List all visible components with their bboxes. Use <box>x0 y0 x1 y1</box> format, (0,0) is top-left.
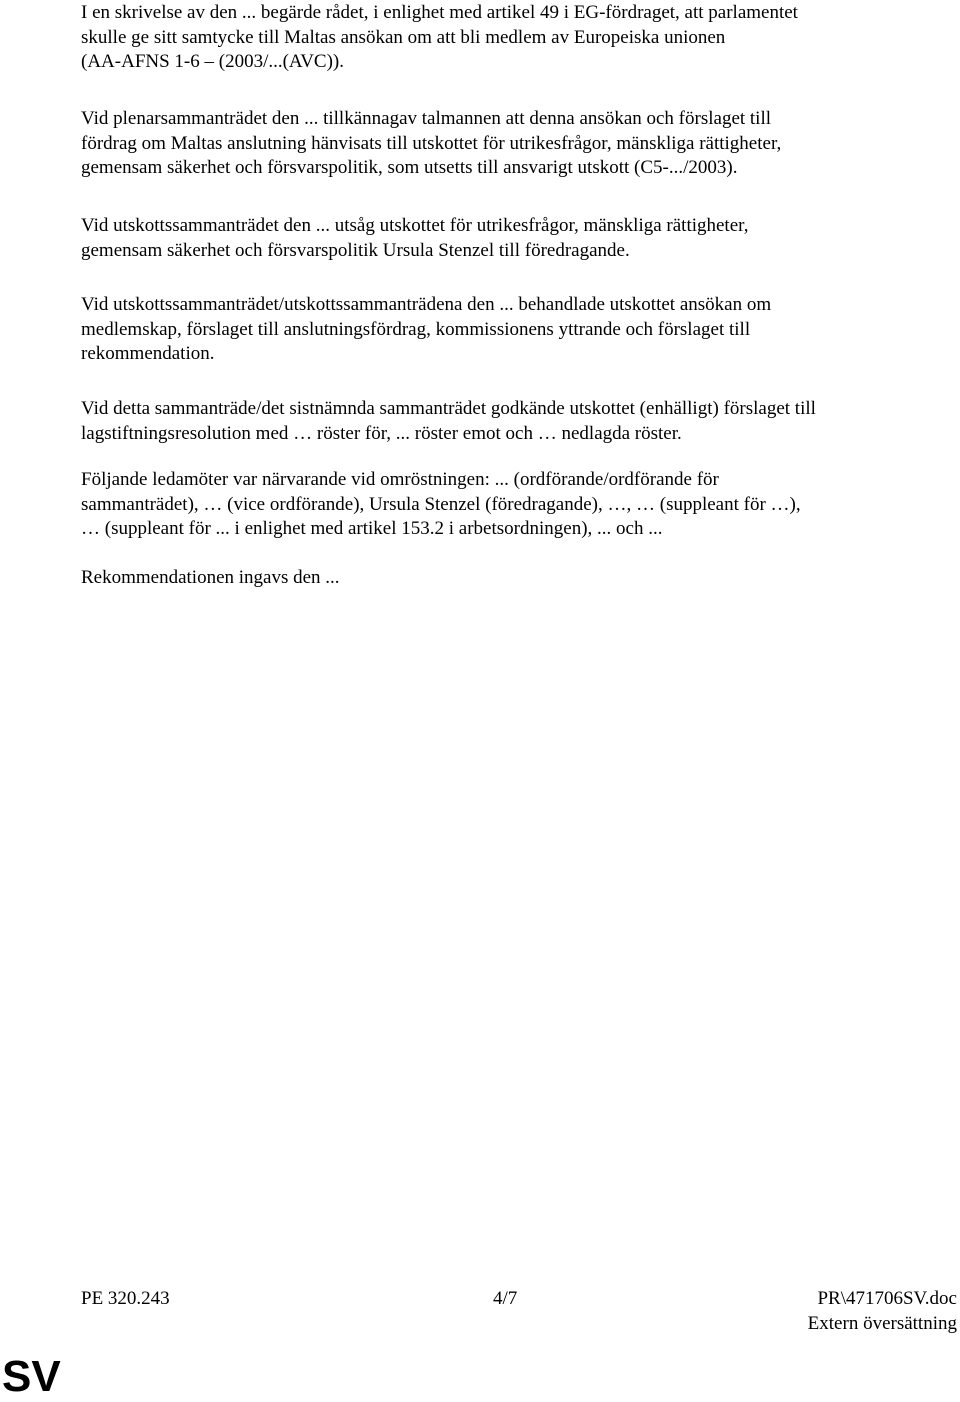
text-line: Vid detta sammanträde/det sistnämnda sammanträdet godkände utskottet (enhälligt) förslaget till <box>81 398 816 419</box>
text-line: I en skrivelse av den ... begärde rådet, i enlighet med artikel 49 i EG-fördraget, att parlamentet <box>81 2 798 23</box>
page-number: 4/7 <box>493 1288 518 1309</box>
paragraph-consideration <box>81 293 771 367</box>
paragraph-adoption <box>81 397 816 446</box>
text-line: fördrag om Maltas anslutning hänvisats till utskottet för utrikesfrågor, mänskliga rättigheter, <box>81 132 782 154</box>
language-code: SV <box>2 1352 61 1401</box>
text-line: Vid utskottssammanträdet den ... utsåg utskottet för utrikesfrågor, mänskliga rättigheter, <box>81 215 749 236</box>
text-line: … (suppleant för ... i enlighet med artikel 153.2 i arbetsordningen), ... och ... <box>81 518 663 539</box>
text-line: medlemskap, förslaget till anslutningsfördrag, kommissionens yttrande och förslaget till <box>81 318 751 340</box>
text-line: lagstiftningsresolution med … röster för, ... röster emot och … nedlagda röster. <box>81 422 682 444</box>
text-line: Vid utskottssammanträdet/utskottssammanträdena den ... behandlade utskottet ansökan om <box>81 294 772 315</box>
text-line: Rekommendationen ingavs den ... <box>81 567 340 588</box>
text-line: gemensam säkerhet och försvarspolitik, som utsetts till ansvarigt utskott (C5-.../2003). <box>81 157 738 178</box>
paragraph-tabled <box>81 566 340 591</box>
text-line: Följande ledamöter var närvarande vid omröstningen: ... (ordförande/ordförande för <box>81 469 719 490</box>
translation-note: Extern översättning <box>807 1312 957 1334</box>
paragraph-members-present <box>81 468 801 542</box>
text-line: sammanträdet), … (vice ordförande), Ursula Stenzel (föredragande), …, … (suppleant för …), <box>81 493 801 515</box>
text-line: skulle ge sitt samtycke till Maltas ansökan om att bli medlem av Europeiska unionen <box>81 26 726 48</box>
text-line: (AA-AFNS 1-6 – (2003/...(AVC)). <box>81 51 345 72</box>
file-name: PR\471706SV.doc <box>817 1288 957 1309</box>
text-line: gemensam säkerhet och försvarspolitik Ursula Stenzel till föredragande. <box>81 239 630 261</box>
paragraph-plenary <box>81 107 781 181</box>
paragraph-rapporteur <box>81 214 748 263</box>
text-line: Vid plenarsammanträdet den ... tillkännagav talmannen att denna ansökan och förslaget till <box>81 108 772 129</box>
page-footer <box>81 1287 957 1337</box>
paragraph-request <box>81 1 798 75</box>
text-line: rekommendation. <box>81 343 215 364</box>
footer-right-block <box>808 1287 957 1336</box>
document-reference: PE 320.243 <box>81 1288 170 1309</box>
